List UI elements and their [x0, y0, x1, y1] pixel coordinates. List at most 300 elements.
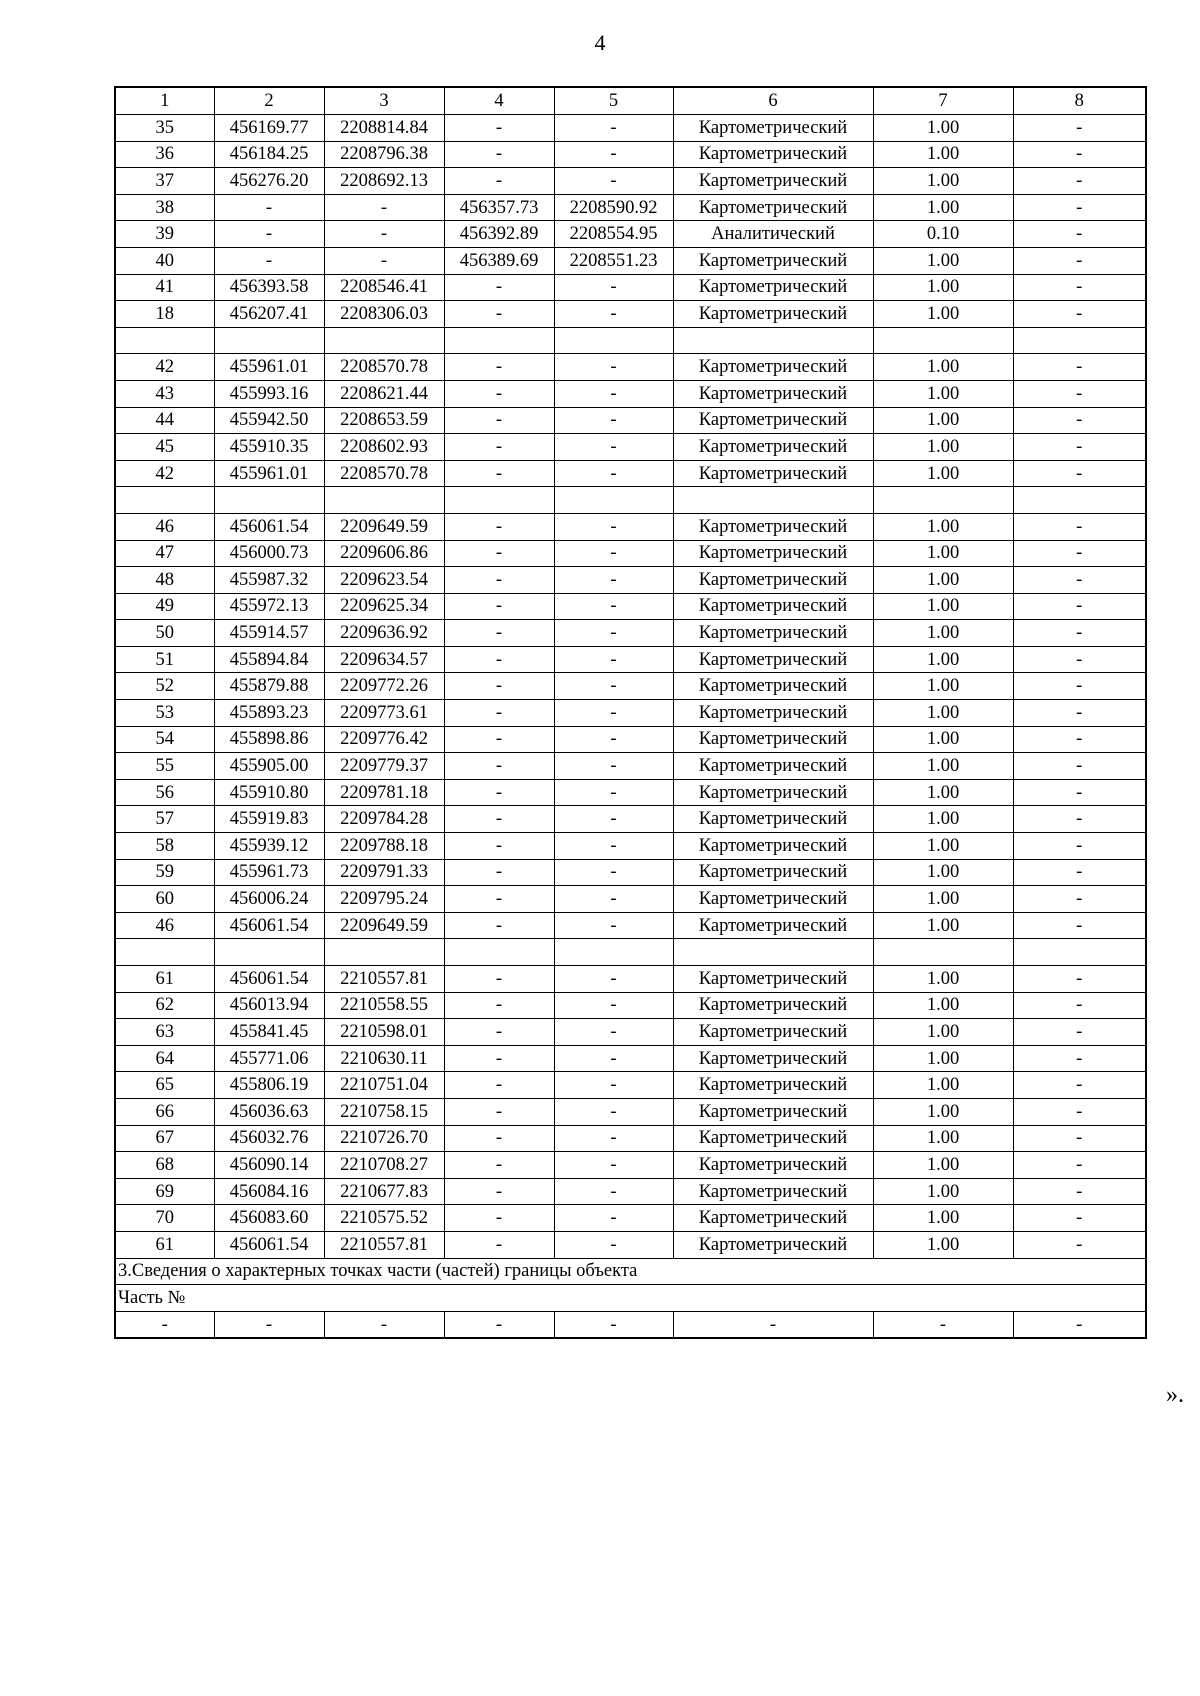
table-cell-col-5: - — [554, 274, 673, 301]
table-cell-col-5: - — [554, 301, 673, 328]
table-cell-col-5: - — [554, 141, 673, 168]
column-header-3: 3 — [324, 87, 444, 115]
boundary-points-table — [114, 86, 1147, 1339]
table-cell-col-7: 1.00 — [873, 1045, 1013, 1072]
table-cell-col-3: 2209788.18 — [324, 833, 444, 860]
table-cell-col-6: Картометрический — [673, 1019, 873, 1046]
table-cell-col-3: - — [324, 194, 444, 221]
table-cell-col-1: 64 — [115, 1045, 214, 1072]
table-cell-col-3: 2210677.83 — [324, 1178, 444, 1205]
table-cell-col-3: 2210726.70 — [324, 1125, 444, 1152]
table-row — [115, 1072, 1146, 1099]
table-cell-col-2: 455910.35 — [214, 434, 324, 461]
table-cell-col-8: - — [1013, 1152, 1146, 1179]
spacer-cell — [115, 487, 214, 514]
table-cell-col-5: - — [554, 1152, 673, 1179]
table-row — [115, 833, 1146, 860]
table-cell-col-3: 2208570.78 — [324, 354, 444, 381]
table-cell-col-2: 456036.63 — [214, 1098, 324, 1125]
spacer-cell — [873, 939, 1013, 966]
column-header-5: 5 — [554, 87, 673, 115]
table-cell-col-8: - — [1013, 646, 1146, 673]
table-cell-col-4: - — [444, 1205, 554, 1232]
spacer-cell — [214, 487, 324, 514]
table-cell-col-2: - — [214, 194, 324, 221]
table-cell-col-3: 2210575.52 — [324, 1205, 444, 1232]
table-cell-col-2: 455939.12 — [214, 833, 324, 860]
table-cell-col-4: - — [444, 646, 554, 673]
table-cell-col-3: 2210708.27 — [324, 1152, 444, 1179]
table-row — [115, 1178, 1146, 1205]
table-cell-col-1: 61 — [115, 966, 214, 993]
table-cell-col-7: 1.00 — [873, 646, 1013, 673]
table-cell-col-1: 70 — [115, 1205, 214, 1232]
table-cell-col-4: 456392.89 — [444, 221, 554, 248]
table-cell-col-6: Картометрический — [673, 992, 873, 1019]
table-cell-col-5: - — [554, 912, 673, 939]
table-cell-col-7: 1.00 — [873, 859, 1013, 886]
table-cell-col-6: Картометрический — [673, 593, 873, 620]
table-cell-col-4: 456357.73 — [444, 194, 554, 221]
table-cell-col-8: - — [1013, 593, 1146, 620]
table-cell-col-2: 455987.32 — [214, 567, 324, 594]
table-cell-col-4: - — [444, 168, 554, 195]
table-cell-col-6: Картометрический — [673, 806, 873, 833]
table-cell-col-7: 1.00 — [873, 434, 1013, 461]
table-cell-col-4: - — [444, 859, 554, 886]
table-row — [115, 1019, 1146, 1046]
table-cell-col-2: 455961.01 — [214, 354, 324, 381]
table-cell-col-6: Картометрический — [673, 1098, 873, 1125]
table-cell-col-8: - — [1013, 726, 1146, 753]
table-row — [115, 115, 1146, 142]
table-cell-col-6: Картометрический — [673, 141, 873, 168]
table-cell-col-7: 1.00 — [873, 567, 1013, 594]
table-row — [115, 620, 1146, 647]
table-cell-col-6: Картометрический — [673, 726, 873, 753]
table-cell-col-2: 455993.16 — [214, 380, 324, 407]
table-cell-col-8: - — [1013, 1311, 1146, 1338]
table-cell-col-2: 455914.57 — [214, 620, 324, 647]
spacer-cell — [324, 939, 444, 966]
table-cell-col-3: 2210751.04 — [324, 1072, 444, 1099]
table-cell-col-6: Картометрический — [673, 168, 873, 195]
table-cell-col-3: 2208796.38 — [324, 141, 444, 168]
table-cell-col-3: 2209791.33 — [324, 859, 444, 886]
table-cell-col-8: - — [1013, 168, 1146, 195]
table-cell-col-2: 456207.41 — [214, 301, 324, 328]
table-row — [115, 912, 1146, 939]
table-cell-col-1: 49 — [115, 593, 214, 620]
table-cell-col-1: 62 — [115, 992, 214, 1019]
table-cell-col-5: - — [554, 168, 673, 195]
table-cell-col-2: 456006.24 — [214, 886, 324, 913]
table-cell-col-8: - — [1013, 1178, 1146, 1205]
spacer-cell — [554, 939, 673, 966]
table-cell-col-1: 52 — [115, 673, 214, 700]
table-cell-col-8: - — [1013, 567, 1146, 594]
spacer-cell — [873, 327, 1013, 354]
table-cell-col-4: - — [444, 912, 554, 939]
table-cell-col-7: 1.00 — [873, 380, 1013, 407]
table-cell-col-6: Картометрический — [673, 966, 873, 993]
table-cell-col-4: - — [444, 1178, 554, 1205]
table-cell-col-8: - — [1013, 380, 1146, 407]
table-row — [115, 567, 1146, 594]
page-number: 4 — [594, 30, 606, 55]
table-cell-col-7: 1.00 — [873, 1019, 1013, 1046]
table-cell-col-8: - — [1013, 194, 1146, 221]
table-cell-col-8: - — [1013, 1125, 1146, 1152]
part-label-row — [115, 1285, 1146, 1312]
table-row — [115, 247, 1146, 274]
table-row — [115, 673, 1146, 700]
table-cell-col-7: 1.00 — [873, 247, 1013, 274]
table-cell-col-6: Картометрический — [673, 753, 873, 780]
table-cell-col-1: 43 — [115, 380, 214, 407]
table-cell-col-5: - — [554, 646, 673, 673]
table-row — [115, 194, 1146, 221]
table-cell-col-7: 1.00 — [873, 726, 1013, 753]
table-cell-col-2: 455905.00 — [214, 753, 324, 780]
table-cell-col-7: 1.00 — [873, 194, 1013, 221]
table-cell-col-4: - — [444, 460, 554, 487]
table-cell-col-4: - — [444, 380, 554, 407]
table-cell-col-4: - — [444, 753, 554, 780]
table-cell-col-4: - — [444, 141, 554, 168]
table-cell-col-2: 456061.54 — [214, 912, 324, 939]
table-cell-col-7: 1.00 — [873, 753, 1013, 780]
table-cell-col-7: 1.00 — [873, 992, 1013, 1019]
table-cell-col-7: 1.00 — [873, 407, 1013, 434]
spacer-cell — [115, 327, 214, 354]
table-cell-col-4: 456389.69 — [444, 247, 554, 274]
table-cell-col-3: - — [324, 1311, 444, 1338]
spacer-cell — [324, 327, 444, 354]
table-cell-col-5: - — [554, 460, 673, 487]
table-cell-col-2: 456184.25 — [214, 141, 324, 168]
table-cell-col-1: 48 — [115, 567, 214, 594]
table-cell-col-6: Картометрический — [673, 912, 873, 939]
table-cell-col-8: - — [1013, 354, 1146, 381]
table-cell-col-8: - — [1013, 247, 1146, 274]
table-cell-col-6: Картометрический — [673, 779, 873, 806]
table-cell-col-7: 1.00 — [873, 886, 1013, 913]
table-cell-col-7: 1.00 — [873, 700, 1013, 727]
table-row — [115, 168, 1146, 195]
table-cell-col-4: - — [444, 1231, 554, 1258]
table-cell-col-4: - — [444, 354, 554, 381]
table-cell-col-5: - — [554, 700, 673, 727]
table-row — [115, 407, 1146, 434]
table-cell-col-4: - — [444, 1311, 554, 1338]
table-cell-col-5: - — [554, 779, 673, 806]
table-cell-col-1: 42 — [115, 354, 214, 381]
table-cell-col-4: - — [444, 1019, 554, 1046]
table-cell-col-2: 456169.77 — [214, 115, 324, 142]
table-cell-col-6: Картометрический — [673, 115, 873, 142]
part-label: Часть № — [115, 1285, 1146, 1312]
table-cell-col-7: 1.00 — [873, 1178, 1013, 1205]
table-cell-col-4: - — [444, 1072, 554, 1099]
table-cell-col-7: 1.00 — [873, 1072, 1013, 1099]
table-cell-col-3: 2210598.01 — [324, 1019, 444, 1046]
table-cell-col-2: 456000.73 — [214, 540, 324, 567]
table-cell-col-5: - — [554, 833, 673, 860]
spacer-cell — [1013, 487, 1146, 514]
table-cell-col-4: - — [444, 407, 554, 434]
table-row — [115, 354, 1146, 381]
table-cell-col-4: - — [444, 274, 554, 301]
table-cell-col-1: 55 — [115, 753, 214, 780]
table-cell-col-8: - — [1013, 434, 1146, 461]
spacer-cell — [873, 487, 1013, 514]
table-cell-col-8: - — [1013, 753, 1146, 780]
table-cell-col-3: 2210758.15 — [324, 1098, 444, 1125]
table-body — [115, 87, 1146, 1338]
table-cell-col-1: 56 — [115, 779, 214, 806]
part-points-row — [115, 1311, 1146, 1338]
spacer-cell — [1013, 327, 1146, 354]
table-cell-col-4: - — [444, 593, 554, 620]
spacer-cell — [214, 327, 324, 354]
table-cell-col-8: - — [1013, 779, 1146, 806]
table-cell-col-7: 1.00 — [873, 912, 1013, 939]
table-row — [115, 859, 1146, 886]
table-cell-col-2: 456090.14 — [214, 1152, 324, 1179]
table-cell-col-8: - — [1013, 673, 1146, 700]
table-cell-col-3: 2208570.78 — [324, 460, 444, 487]
table-cell-col-2: 456276.20 — [214, 168, 324, 195]
spacer-cell — [444, 487, 554, 514]
table-cell-col-3: 2208814.84 — [324, 115, 444, 142]
table-cell-col-4: - — [444, 620, 554, 647]
spacer-cell — [673, 327, 873, 354]
table-cell-col-2: 455942.50 — [214, 407, 324, 434]
table-cell-col-3: 2209779.37 — [324, 753, 444, 780]
table-cell-col-7: 1.00 — [873, 1098, 1013, 1125]
table-cell-col-2: 456061.54 — [214, 513, 324, 540]
section-title: 3.Сведения о характерных точках части (частей) границы объекта — [115, 1258, 1146, 1285]
table-cell-col-2: 455961.01 — [214, 460, 324, 487]
table-cell-col-3: 2209623.54 — [324, 567, 444, 594]
table-cell-col-6: Аналитический — [673, 221, 873, 248]
table-row — [115, 1231, 1146, 1258]
table-cell-col-3: 2209636.92 — [324, 620, 444, 647]
table-cell-col-7: 1.00 — [873, 513, 1013, 540]
table-cell-col-8: - — [1013, 407, 1146, 434]
table-cell-col-8: - — [1013, 992, 1146, 1019]
table-row — [115, 1205, 1146, 1232]
table-cell-col-8: - — [1013, 460, 1146, 487]
group-separator-row — [115, 327, 1146, 354]
table-cell-col-1: 50 — [115, 620, 214, 647]
table-cell-col-3: 2209649.59 — [324, 912, 444, 939]
table-cell-col-3: 2208692.13 — [324, 168, 444, 195]
table-cell-col-3: 2210630.11 — [324, 1045, 444, 1072]
table-cell-col-1: 51 — [115, 646, 214, 673]
column-header-6: 6 — [673, 87, 873, 115]
table-row — [115, 966, 1146, 993]
table-cell-col-8: - — [1013, 1098, 1146, 1125]
table-row — [115, 1125, 1146, 1152]
table-cell-col-7: 1.00 — [873, 779, 1013, 806]
table-cell-col-8: - — [1013, 620, 1146, 647]
table-cell-col-1: 61 — [115, 1231, 214, 1258]
table-cell-col-5: - — [554, 380, 673, 407]
table-cell-col-3: 2210557.81 — [324, 1231, 444, 1258]
table-cell-col-7: 1.00 — [873, 966, 1013, 993]
table-cell-col-8: - — [1013, 221, 1146, 248]
table-cell-col-6: Картометрический — [673, 833, 873, 860]
table-cell-col-2: - — [214, 247, 324, 274]
table-cell-col-3: 2209649.59 — [324, 513, 444, 540]
table-cell-col-4: - — [444, 833, 554, 860]
table-cell-col-4: - — [444, 992, 554, 1019]
table-cell-col-6: Картометрический — [673, 407, 873, 434]
table-cell-col-6: Картометрический — [673, 1152, 873, 1179]
table-row — [115, 726, 1146, 753]
table-cell-col-3: 2209606.86 — [324, 540, 444, 567]
column-header-8: 8 — [1013, 87, 1146, 115]
table-cell-col-8: - — [1013, 806, 1146, 833]
table-cell-col-7: 0.10 — [873, 221, 1013, 248]
table-cell-col-5: - — [554, 513, 673, 540]
table-cell-col-1: 44 — [115, 407, 214, 434]
spacer-cell — [673, 939, 873, 966]
closing-quote: ». — [1166, 1382, 1184, 1408]
table-row — [115, 1098, 1146, 1125]
table-cell-col-7: 1.00 — [873, 460, 1013, 487]
table-cell-col-4: - — [444, 1098, 554, 1125]
table-cell-col-2: - — [214, 221, 324, 248]
table-row — [115, 434, 1146, 461]
table-cell-col-3: 2209781.18 — [324, 779, 444, 806]
table-cell-col-5: - — [554, 540, 673, 567]
table-cell-col-7: 1.00 — [873, 168, 1013, 195]
table-cell-col-1: 46 — [115, 912, 214, 939]
table-cell-col-2: 456061.54 — [214, 1231, 324, 1258]
spacer-cell — [554, 327, 673, 354]
table-cell-col-7: 1.00 — [873, 115, 1013, 142]
table-header-row — [115, 87, 1146, 115]
table-cell-col-6: Картометрический — [673, 194, 873, 221]
table-cell-col-1: 41 — [115, 274, 214, 301]
table-cell-col-2: 456061.54 — [214, 966, 324, 993]
table-cell-col-2: 455893.23 — [214, 700, 324, 727]
table-cell-col-8: - — [1013, 1045, 1146, 1072]
table-cell-col-8: - — [1013, 141, 1146, 168]
table-cell-col-1: 37 — [115, 168, 214, 195]
table-cell-col-8: - — [1013, 301, 1146, 328]
table-row — [115, 753, 1146, 780]
table-cell-col-4: - — [444, 966, 554, 993]
table-cell-col-5: - — [554, 859, 673, 886]
spacer-cell — [444, 939, 554, 966]
table-cell-col-6: Картометрический — [673, 274, 873, 301]
table-cell-col-3: 2208653.59 — [324, 407, 444, 434]
table-cell-col-2: 456084.16 — [214, 1178, 324, 1205]
table-cell-col-6: Картометрический — [673, 460, 873, 487]
table-cell-col-5: - — [554, 1125, 673, 1152]
table-row — [115, 886, 1146, 913]
table-cell-col-1: 63 — [115, 1019, 214, 1046]
table-cell-col-5: - — [554, 593, 673, 620]
table-cell-col-4: - — [444, 1125, 554, 1152]
table-cell-col-8: - — [1013, 886, 1146, 913]
table-cell-col-6: Картометрический — [673, 859, 873, 886]
table-cell-col-5: 2208551.23 — [554, 247, 673, 274]
table-row — [115, 141, 1146, 168]
table-cell-col-6: Картометрический — [673, 1125, 873, 1152]
column-header-2: 2 — [214, 87, 324, 115]
table-cell-col-5: - — [554, 620, 673, 647]
table-cell-col-4: - — [444, 779, 554, 806]
table-cell-col-7: 1.00 — [873, 1125, 1013, 1152]
table-cell-col-5: 2208590.92 — [554, 194, 673, 221]
table-cell-col-6: Картометрический — [673, 247, 873, 274]
table-cell-col-6: Картометрический — [673, 1231, 873, 1258]
table-row — [115, 274, 1146, 301]
table-row — [115, 806, 1146, 833]
table-cell-col-7: - — [873, 1311, 1013, 1338]
table-cell-col-3: 2208546.41 — [324, 274, 444, 301]
table-cell-col-1: 47 — [115, 540, 214, 567]
table-cell-col-2: 455806.19 — [214, 1072, 324, 1099]
table-cell-col-3: 2209773.61 — [324, 700, 444, 727]
table-cell-col-4: - — [444, 1045, 554, 1072]
table-cell-col-5: - — [554, 806, 673, 833]
table-cell-col-3: 2209772.26 — [324, 673, 444, 700]
table-cell-col-5: - — [554, 1311, 673, 1338]
table-cell-col-3: 2210558.55 — [324, 992, 444, 1019]
table-cell-col-7: 1.00 — [873, 620, 1013, 647]
table-cell-col-2: 455898.86 — [214, 726, 324, 753]
table-cell-col-7: 1.00 — [873, 274, 1013, 301]
table-cell-col-3: - — [324, 247, 444, 274]
column-header-4: 4 — [444, 87, 554, 115]
table-cell-col-7: 1.00 — [873, 806, 1013, 833]
table-cell-col-8: - — [1013, 513, 1146, 540]
table-cell-col-2: 455910.80 — [214, 779, 324, 806]
table-cell-col-6: Картометрический — [673, 540, 873, 567]
table-cell-col-8: - — [1013, 700, 1146, 727]
table-cell-col-6: Картометрический — [673, 567, 873, 594]
table-cell-col-1: 68 — [115, 1152, 214, 1179]
table-cell-col-6: Картометрический — [673, 1045, 873, 1072]
table-cell-col-5: - — [554, 434, 673, 461]
table-cell-col-1: 38 — [115, 194, 214, 221]
table-cell-col-6: Картометрический — [673, 673, 873, 700]
table-cell-col-8: - — [1013, 912, 1146, 939]
table-cell-col-7: 1.00 — [873, 540, 1013, 567]
table-cell-col-3: 2209795.24 — [324, 886, 444, 913]
table-cell-col-1: 40 — [115, 247, 214, 274]
spacer-cell — [115, 939, 214, 966]
table-cell-col-8: - — [1013, 115, 1146, 142]
table-cell-col-4: - — [444, 1152, 554, 1179]
table-cell-col-4: - — [444, 726, 554, 753]
table-cell-col-8: - — [1013, 859, 1146, 886]
table-cell-col-3: - — [324, 221, 444, 248]
table-cell-col-4: - — [444, 673, 554, 700]
table-cell-col-4: - — [444, 115, 554, 142]
table-cell-col-1: 39 — [115, 221, 214, 248]
table-cell-col-5: - — [554, 1019, 673, 1046]
spacer-cell — [673, 487, 873, 514]
table-cell-col-6: - — [673, 1311, 873, 1338]
table-row — [115, 992, 1146, 1019]
